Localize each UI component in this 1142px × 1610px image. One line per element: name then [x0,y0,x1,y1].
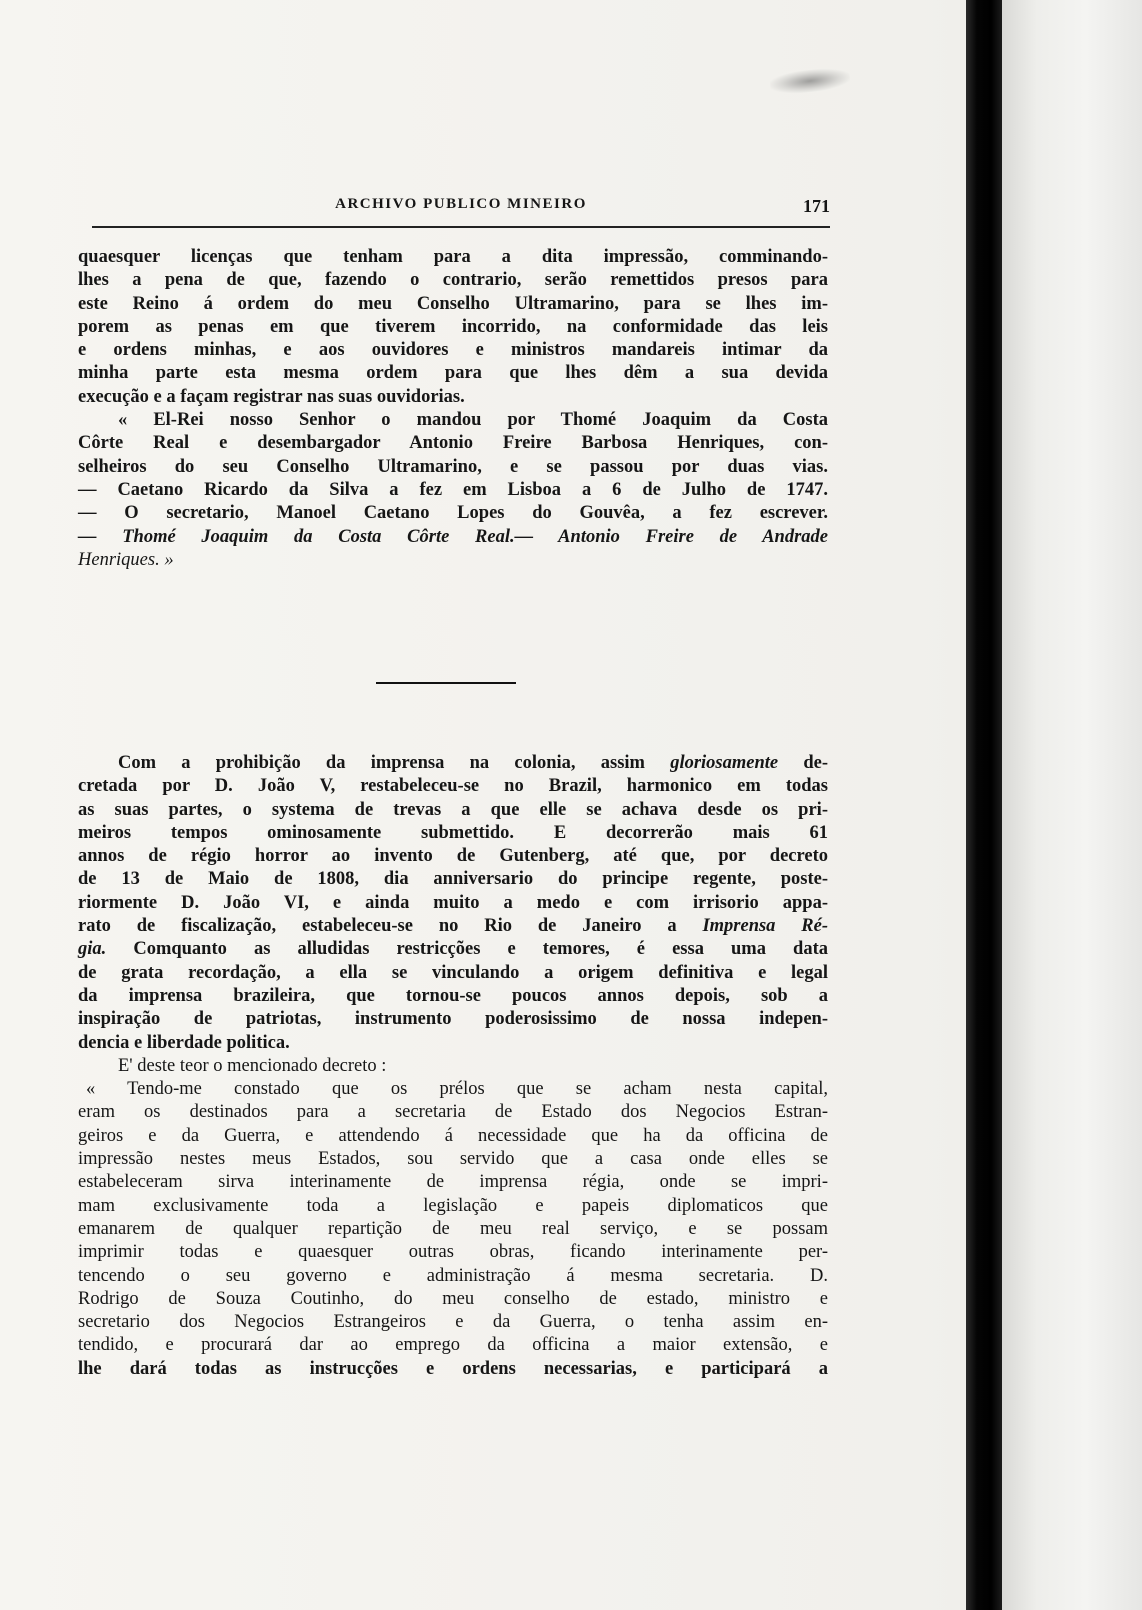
decree-line: geiros e da Guerra, e attendendo á necessidade que ha da officina de [78,1125,828,1146]
text-line [78,938,828,961]
signature-names: — Thomé Joaquim da Costa Côrte Real.— Antonio Freire de Andrade [78,526,828,547]
page-header [92,196,830,222]
text-line: meiros tempos ominosamente submettido. E decorrerão mais 61 [78,822,828,843]
decree-line: impressão nestes meus Estados, sou servido que a casa onde elles se [78,1149,828,1170]
text-line: minha parte esta mesma ordem para que lhes dêm a sua devida [78,363,828,384]
text-line: lhes a pena de que, fazendo o contrario, serão remettidos presos para [78,270,828,291]
decree-line: Rodrigo de Souza Coutinho, do meu conselho de estado, ministro e [78,1288,828,1309]
text-line: este Reino á ordem do meu Conselho Ultramarino, para se lhes im- [78,293,828,314]
page-number: 171 [803,196,830,216]
text-line [78,915,828,938]
text-line: execução e a façam registrar nas suas ouvidorias. [78,386,465,407]
decree-line: lhe dará todas as instrucções e ordens necessarias, e participará a [78,1358,828,1379]
book-binding-shadow [966,0,1002,1610]
text-line: riormente D. João VI, e ainda muito a medo e com irrisorio appa- [78,892,828,913]
text-line: porem as penas em que tiverem incorrido, na conformidade das leis [78,316,828,337]
italic-word: gloriosamente [670,753,779,773]
text-line: « El-Rei nosso Senhor o mandou por Thomé Joaquim da Costa [118,410,828,431]
text-line: Côrte Real e desembargador Antonio Freire Barbosa Henriques, con- [78,433,828,454]
decree-line: mam exclusivamente toda a legislação e papeis diplomaticos que [78,1195,828,1216]
text-line: — Caetano Ricardo da Silva a fez em Lisboa a 6 de Julho de 1747. [78,479,828,500]
decree-line: estabeleceram sirva interinamente de imprensa régia, onde se impri- [78,1172,828,1193]
decree-line: eram os destinados para a secretaria de Estado dos Negocios Estran- [78,1102,828,1123]
decree-line: emanarem de qualquer repartição de meu real serviço, e se possam [78,1218,828,1239]
decree-line: tendido, e procurará dar ao emprego da officina a maior extensão, e [78,1335,828,1356]
text-line: cretada por D. João V, restabeleceu-se no Brazil, harmonico em todas [78,776,828,797]
decree-line: imprimir todas e quaesquer outras obras, ficando interinamente per- [78,1242,828,1263]
text-line: e ordens minhas, e aos ouvidores e ministros mandareis intimar da [78,340,828,361]
italic-word: gia. [78,939,107,960]
text-line: inspiração de patriotas, instrumento poderosissimo de nossa indepen- [78,1009,828,1030]
header-rule [92,226,830,228]
text-span: de- [778,753,828,773]
decree-line: « Tendo-me constado que os prélos que se acham nesta capital, [86,1079,828,1100]
signature-line [78,526,828,549]
text-line: dencia e liberdade politica. [78,1032,290,1053]
text-line: E' deste teor o mencionado decreto : [118,1055,387,1076]
text-line: de grata recordação, a ella se vinculando a origem definitiva e legal [78,962,828,983]
decree-line: secretario dos Negocios Estrangeiros e da Guerra, o tenha assim en- [78,1312,828,1333]
text-line: selheiros do seu Conselho Ultramarino, e se passou por duas vias. [78,456,828,477]
text-line [78,752,828,775]
decree-line: tencendo o seu governo e administração á mesma secretaria. D. [78,1265,828,1286]
text-line: annos de régio horror ao invento de Gutenberg, até que, por decreto [78,846,828,867]
commentary-text [78,752,828,1381]
royal-order-text [78,246,828,572]
text-line: de 13 de Maio de 1808, dia anniversario do principe regente, poste- [78,869,828,890]
signature-names: Henriques. » [78,549,174,570]
text-line: quaesquer licenças que tenham para a dita impressão, comminando- [78,247,828,267]
section-divider [376,682,516,684]
text-line: as suas partes, o systema de trevas a que elle se achava desde os pri- [78,799,828,820]
page-edge [1002,0,1142,1610]
text-span: Comquanto as alludidas restricções e temores, é essa uma data [106,939,828,960]
running-head: ARCHIVO PUBLICO MINEIRO [335,196,587,212]
italic-word: Imprensa Ré- [702,916,828,937]
text-line: da imprensa brazileira, que tornou-se poucos annos depois, sob a [78,985,828,1006]
text-span: Com a prohibição da imprensa na colonia, assim [118,753,671,773]
text-span: rato de fiscalização, estabeleceu-se no Rio de Janeiro a [78,916,703,937]
signature-line [78,549,828,572]
text-line: — O secretario, Manoel Caetano Lopes do Gouvêa, a fez escrever. [78,503,828,524]
